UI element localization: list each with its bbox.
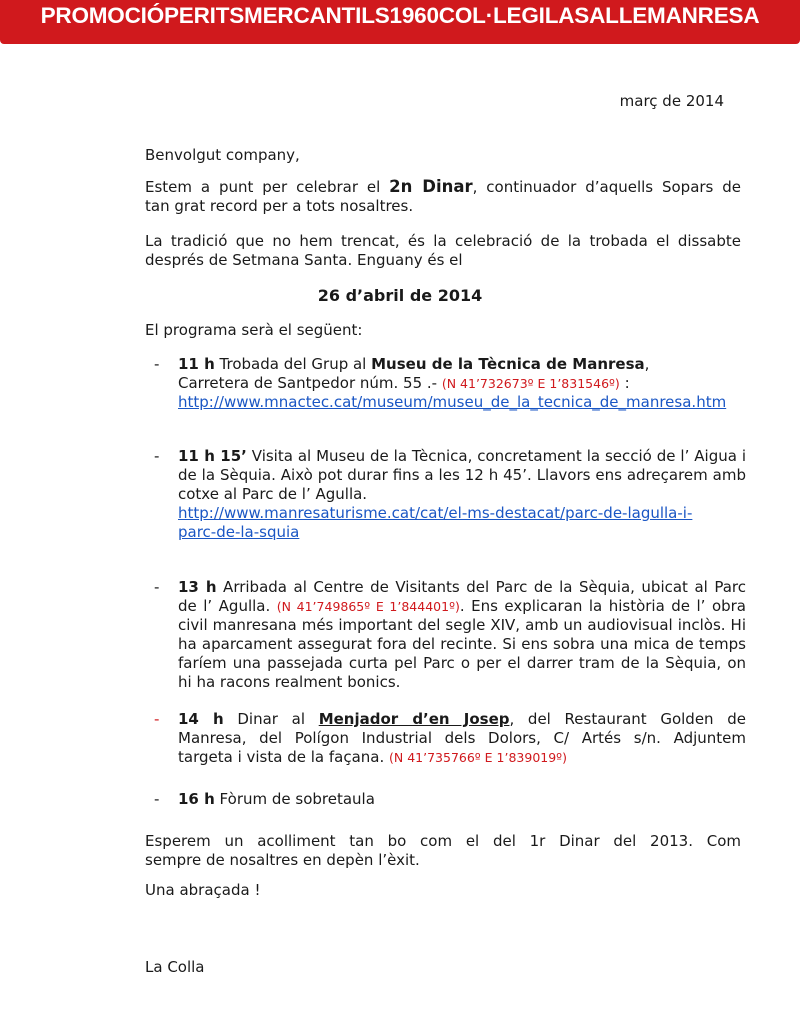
program-intro: El programa serà el següent: xyxy=(145,321,363,339)
item-time: 11 h 15’ xyxy=(178,447,247,465)
list-bullet: - xyxy=(154,447,160,465)
item-text: Dinar al xyxy=(223,710,319,728)
item-text: targeta i vista de la façana. xyxy=(178,748,389,766)
coordinates: (N 41’732673º E 1’831546º) xyxy=(441,376,620,391)
item-text: , del Restaurant Golden de xyxy=(509,710,746,728)
item-text: faríem una passejada curta pel Parc o per el darrer tram de la Sèquia, on xyxy=(178,654,746,672)
item-text: civil manresana més important del segle XIV, amb un audiovisual inclòs. Hi xyxy=(178,616,746,634)
tradition-paragraph xyxy=(145,232,741,270)
item-text: Carretera de Santpedor núm. 55 .- xyxy=(178,374,442,392)
item-text: de la Sèquia. Això pot durar fins a les 12 h 45’. Llavors ens adreçarem amb xyxy=(178,466,746,484)
item-text: Visita al Museu de la Tècnica, concretament la secció de l’ Aigua i xyxy=(246,447,746,465)
item-text: cotxe al Parc de l’ Agulla. xyxy=(178,485,368,503)
coordinates: (N 41’735766º E 1’839019º) xyxy=(389,750,567,765)
signature: La Colla xyxy=(145,958,205,976)
letter-date: març de 2014 xyxy=(619,92,724,110)
item-time: 16 h xyxy=(178,790,215,808)
list-bullet: - xyxy=(154,710,160,728)
museum-link[interactable]: http://www.mnactec.cat/museum/museu_de_la_tecnica_de_manresa.htm xyxy=(178,393,727,411)
item-text: hi ha racons realment bonics. xyxy=(178,673,401,691)
intro-paragraph xyxy=(145,177,741,216)
tradition-line-2: després de Setmana Santa. Enguany és el xyxy=(145,251,463,269)
item-text: . Ens explicaran la història de l’ obra xyxy=(459,597,746,615)
intro-line-2: tan grat record per a tots nosaltres. xyxy=(145,197,414,215)
item-time: 14 h xyxy=(178,710,224,728)
intro-text-c: , continuador d’aquells Sopars de xyxy=(472,178,742,196)
header-banner xyxy=(0,0,800,44)
program-item-3 xyxy=(178,578,746,692)
item-text: de l’ Agulla. xyxy=(178,597,277,615)
dinar-highlight: 2n Dinar xyxy=(389,177,473,196)
intro-line-1 xyxy=(145,177,741,197)
event-date: 26 d’abril de 2014 xyxy=(317,286,483,305)
park-link-continued[interactable]: parc-de-la-squia xyxy=(178,523,300,541)
list-bullet: - xyxy=(154,355,160,373)
item-text: Fòrum de sobretaula xyxy=(214,790,375,808)
item-text: Arribada al Centre de Visitants del Parc de la Sèquia, ubicat al Parc xyxy=(216,578,746,596)
greeting: Benvolgut company, xyxy=(145,146,300,164)
coordinates: (N 41’749865º E 1’844401º) xyxy=(276,599,460,614)
program-item-1 xyxy=(178,355,746,412)
item-time: 11 h xyxy=(178,355,215,373)
program-item-2 xyxy=(178,447,746,542)
item-text: Manresa, del Polígon Industrial dels Dolors, C/ Artés s/n. Adjuntem xyxy=(178,729,746,747)
intro-text-a: Estem a punt per celebrar el xyxy=(145,178,390,196)
item-time: 13 h xyxy=(178,578,217,596)
closing-line-2: sempre de nosaltres en depèn l’èxit. xyxy=(145,851,420,869)
closing-line-1: Esperem un acolliment tan bo com el del 1r Dinar del 2013. Com xyxy=(145,832,741,850)
item-text: , xyxy=(644,355,650,373)
list-bullet: - xyxy=(154,790,160,808)
item-text: Trobada del Grup al xyxy=(214,355,372,373)
item-text: : xyxy=(619,374,630,392)
closing-paragraph xyxy=(145,832,741,870)
restaurant-name: Menjador d’en Josep xyxy=(318,710,510,728)
banner-title: PROMOCIÓPERITSMERCANTILS1960COL·LEGILASALLEMANRESA xyxy=(40,3,760,28)
museum-name: Museu de la Tècnica de Manresa xyxy=(371,355,645,373)
farewell: Una abraçada ! xyxy=(145,881,261,899)
list-bullet: - xyxy=(154,578,160,596)
item-text: ha aparcament assegurat fora del recinte. Si ens sobra una mica de temps xyxy=(178,635,746,653)
park-link[interactable]: http://www.manresaturisme.cat/cat/el-ms-destacat/parc-de-lagulla-i- xyxy=(178,504,693,522)
program-item-4 xyxy=(178,710,746,767)
program-item-5 xyxy=(178,790,746,809)
tradition-line-1: La tradició que no hem trencat, és la celebració de la trobada el dissabte xyxy=(145,232,741,250)
